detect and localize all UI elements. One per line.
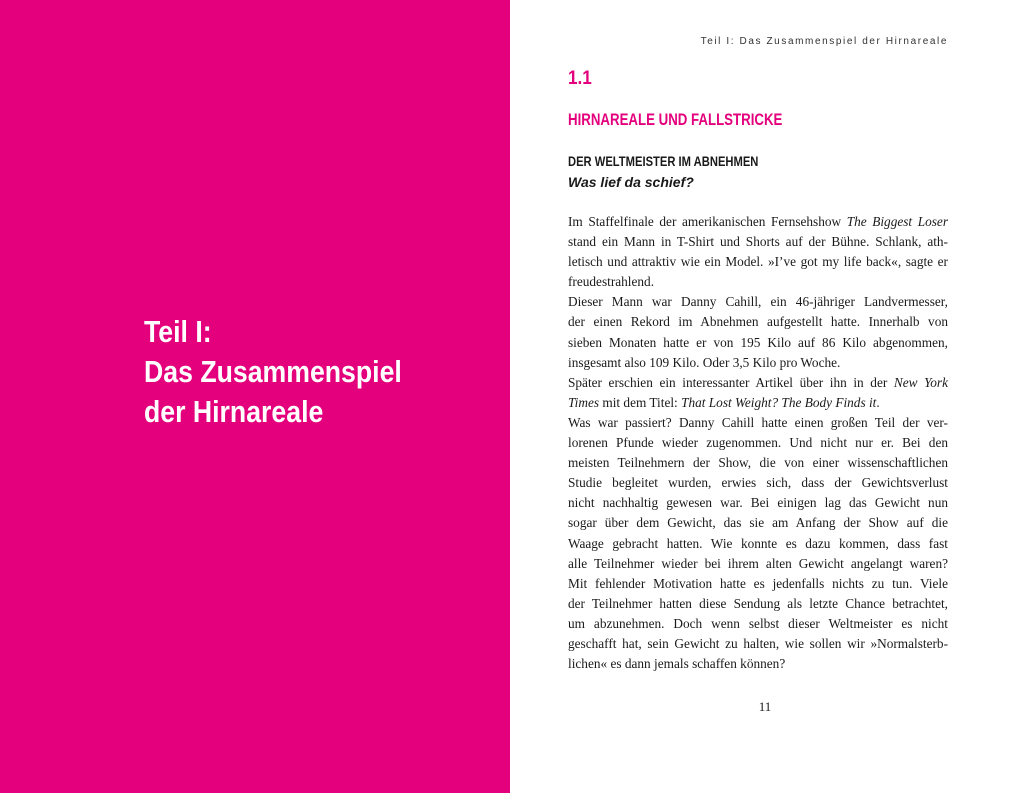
body-line [568,473,948,493]
body-line [568,594,948,614]
page-number: 11 [758,699,772,714]
body-line [568,212,948,232]
body-line [568,634,948,654]
body-text-segment: um abzunehmen. Doch wenn selbst dieser Weltmeister es nicht [568,615,948,631]
body-line [568,312,948,332]
right-page-content [510,0,1020,793]
body-line [568,453,948,473]
body-line [568,393,948,413]
body-text-segment: Mit fehlender Motivation hatte es jedenfalls nichts zu tun. Viele [568,575,948,591]
body-line [568,272,948,292]
body-text-segment: mit dem Titel: [599,394,682,410]
body-text-segment: nicht nachhaltig gewesen war. Bei einigen lag das Gewicht nun [568,495,948,511]
running-head: Teil I: Das Zusammenspiel der Hirnareale [700,36,948,47]
body-text-segment: sieben Monaten hatte er von 195 Kilo auf 86 Kilo abgenommen, [568,334,948,350]
body-text-segment: letisch und attraktiv wie ein Model. »I’ve got my life back«, sagte er [568,254,948,270]
body-italic-text: That Lost Weight? The Body Finds it [681,394,877,410]
body-line [568,292,948,312]
part-title-line: Teil I: [144,314,212,349]
sub-heading: DER WELTMEISTER IM ABNEHMEN [568,153,759,169]
body-line [568,513,948,533]
body-text [568,212,948,674]
body-italic-text: The Biggest Loser [846,214,948,229]
body-text-segment: . [876,394,880,410]
body-text-segment: stand ein Mann in T-Shirt und Shorts auf der Bühne. Schlank, ath- [568,234,948,250]
body-line [568,574,948,594]
body-line [568,333,948,353]
body-line [568,534,948,554]
body-text-segment: der Teilnehmer hatten diese Sendung als letzte Chance betrachtet, [568,595,948,611]
body-line [568,373,948,393]
section-title: HIRNAREALE UND FALLSTRICKE [568,110,783,129]
body-text-segment: lichen« es dann jemals schaffen können? [568,656,786,672]
body-line [568,252,948,272]
section-number: 1.1 [568,68,592,89]
body-italic-text: Times [568,394,600,410]
part-title-line: Das Zusammenspiel [144,354,402,389]
sub-question: Was lief da schief? [568,174,694,190]
body-line [568,493,948,513]
body-line [568,353,948,373]
body-text-segment: Dieser Mann war Danny Cahill, ein 46-jähriger Landvermesser, [568,294,948,310]
body-text-segment: Studie begleitet wurden, erwies sich, dass der Gewichtsverlust [568,475,948,491]
body-text-segment: Waage gebracht hatten. Wie konnte es dazu kommen, dass fast [568,535,948,551]
body-line [568,554,948,574]
part-title [144,312,402,432]
body-line [568,413,948,433]
body-text-segment: Im Staffelfinale der amerikanischen Fernsehshow [568,214,847,229]
body-text-segment: der einen Rekord im Abnehmen aufgestellt hatte. Innerhalb von [568,314,948,330]
part-title-line: der Hirnareale [144,394,324,429]
body-line [568,433,948,453]
body-italic-text: New York [893,374,948,390]
body-text-segment: meisten Teilnehmern der Show, die von einer wissenschaftlichen [568,455,948,471]
body-text-segment: lorenen Pfunde wieder zugenommen. Und nicht nur er. Bei den [568,435,948,451]
body-text-segment: sogar über dem Gewicht, das sie am Anfang der Show auf die [568,515,948,531]
body-line [568,232,948,252]
body-text-segment: alle Teilnehmer wieder bei ihrem alten Gewicht angelangt waren? [568,555,948,571]
body-text-segment: insgesamt also 109 Kilo. Oder 3,5 Kilo pro Woche. [568,354,841,370]
body-line [568,654,948,674]
body-text-segment: geschafft hat, sein Gewicht zu halten, wie sollen wir »Normalsterb- [568,635,948,651]
body-text-segment: Was war passiert? Danny Cahill hatte einen großen Teil der ver- [568,414,948,430]
body-text-segment: freudestrahlend. [568,274,655,290]
body-text-segment: Später erschien ein interessanter Artikel über ihn in der [568,374,894,390]
body-line [568,614,948,634]
